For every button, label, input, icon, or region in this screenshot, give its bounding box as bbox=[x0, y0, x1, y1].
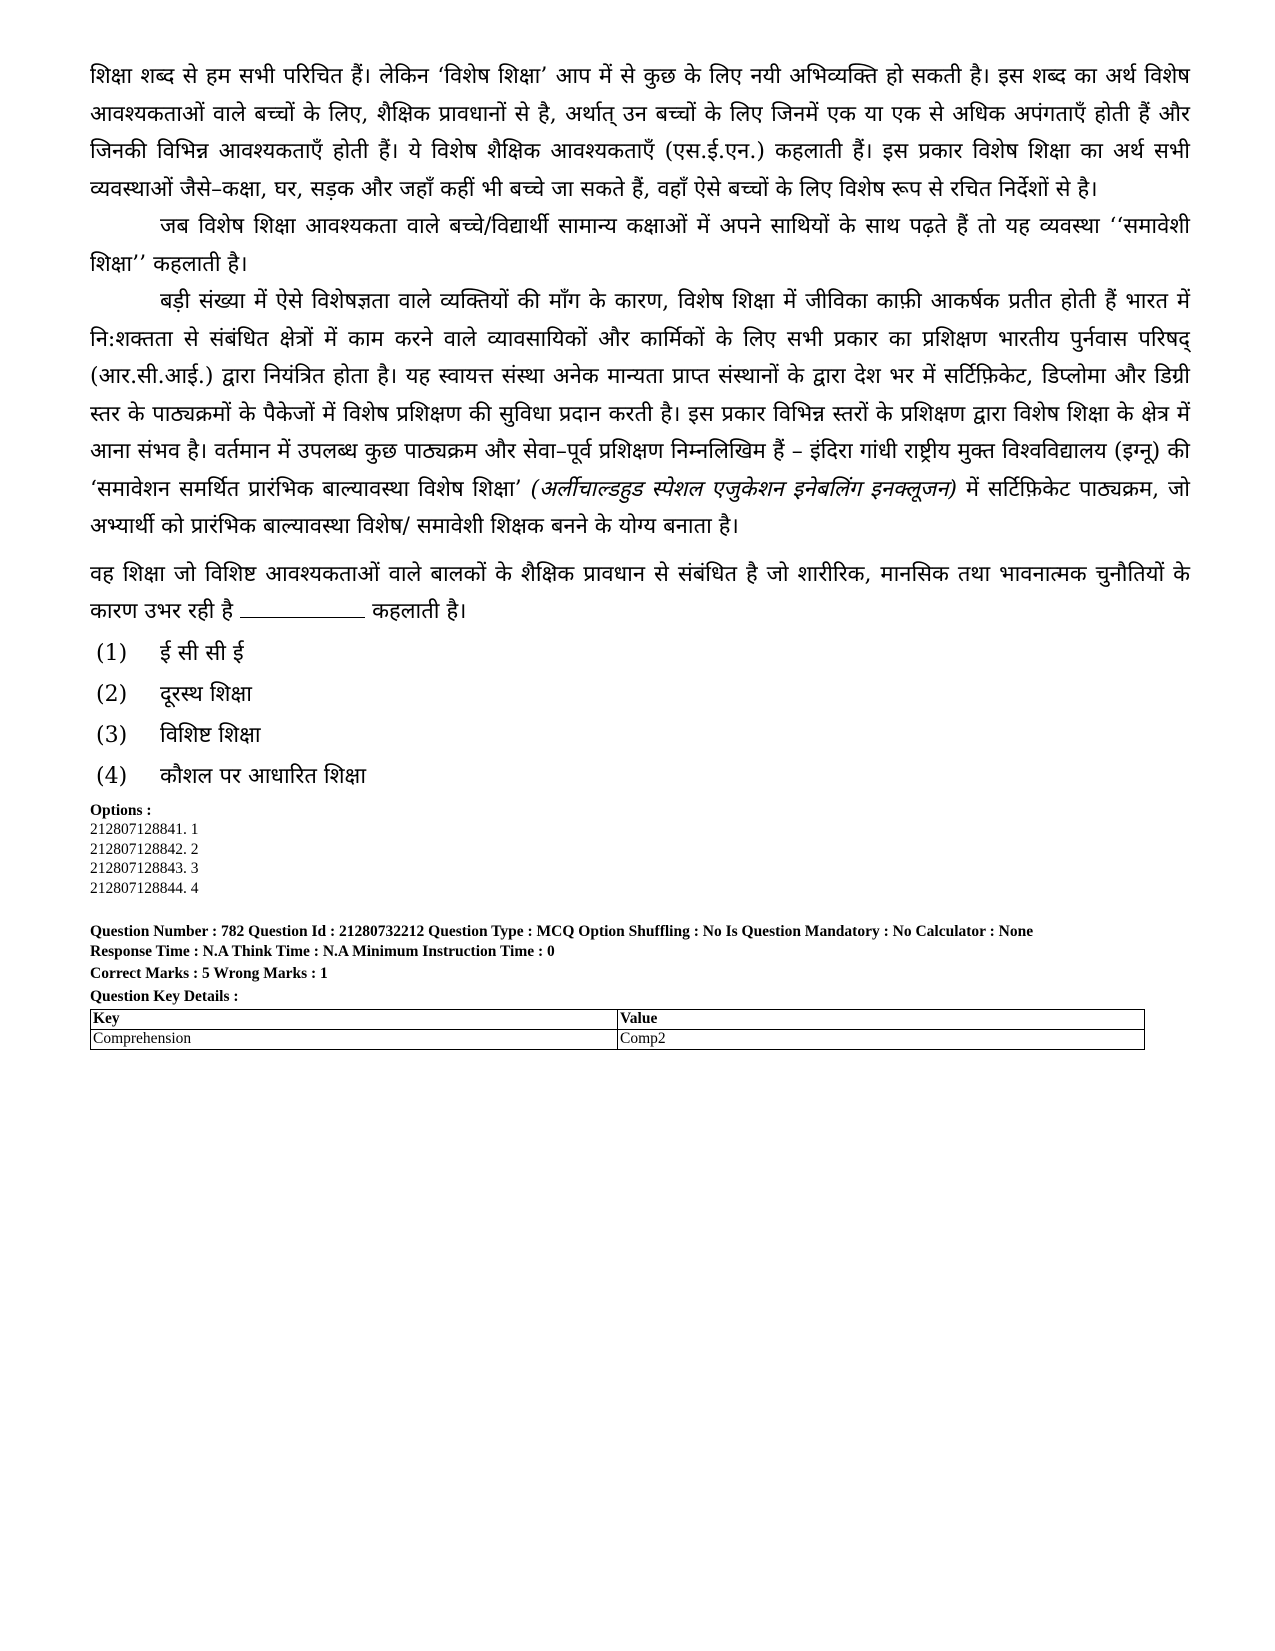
table-header-row bbox=[91, 1010, 1145, 1030]
choice-number: (3) bbox=[96, 722, 128, 748]
answer-choice bbox=[90, 674, 1190, 715]
answer-choice bbox=[90, 633, 1190, 674]
document-page bbox=[90, 58, 1190, 1050]
option-id: 212807128843. 3 bbox=[90, 860, 199, 877]
key-details-label: Question Key Details : bbox=[90, 987, 239, 1005]
choice-number: (4) bbox=[96, 763, 128, 789]
question-info-line-1: Question Number : 782 Question Id : 21280732212 Question Type : MCQ Option Shuffling : No Is Question Mandatory : No Calculator : None bbox=[90, 923, 1034, 940]
passage-paragraph-1: शिक्षा शब्द से हम सभी परिचित हैं। लेकिन ‘विशेष शिक्षा’ आप में से कुछ के लिए नयी अभिव्यक्ति हो सकती है। इस शब्द का अर्थ विशेष आवश्यकताओं वाले बच्चों के लिए, शैक्षिक प्रावधानों से है, अर्थात् उन बच्चों के लिए जिनमें एक या एक से अधिक अपंगताएँ होती हैं और जिनकी विभिन्न आवश्यकताएँ होती हैं। ये विशेष शैक्षिक आवश्यकताएँ (एस.ई.एन.) कहलाती हैं। इस प्रकार विशेष शिक्षा का अर्थ सभी व्यवस्थाओं जैसे–कक्षा, घर, सड़क और जहाँ कहीं भी बच्चे जा सकते हैं, वहाँ ऐसे बच्चों के लिए विशेष रूप से रचित निर्देशों से है। bbox=[90, 64, 1190, 202]
marks-info: Correct Marks : 5 Wrong Marks : 1 bbox=[90, 965, 328, 982]
question-blank bbox=[240, 599, 365, 618]
question-info-line-2: Response Time : N.A Think Time : N.A Minimum Instruction Time : 0 bbox=[90, 942, 555, 960]
table-cell-key: Comprehension bbox=[91, 1030, 618, 1050]
answer-choice bbox=[90, 756, 1190, 797]
column-header-key: Key bbox=[91, 1010, 618, 1030]
option-id: 212807128842. 2 bbox=[90, 840, 199, 858]
key-details-table bbox=[90, 1009, 1145, 1050]
question-info bbox=[90, 922, 1190, 1006]
table-row bbox=[91, 1030, 1145, 1050]
choice-text: दूरस्थ शिक्षा bbox=[160, 681, 252, 707]
options-list bbox=[90, 801, 1190, 899]
passage-paragraph-3-end: में सर्टिफ़िकेट पाठ्यक्रम, जो अभ्यार्थी को प्रारंभिक बाल्यावस्था विशेष/ समावेशी शिक्षक बनने के योग्य बनाता है। bbox=[90, 476, 1191, 539]
question-text bbox=[90, 556, 1190, 631]
choice-text: कौशल पर आधारित शिक्षा bbox=[160, 763, 367, 789]
choice-text: विशिष्ट शिक्षा bbox=[160, 722, 261, 748]
table-cell-value: Comp2 bbox=[618, 1030, 1145, 1050]
choice-number: (1) bbox=[96, 640, 128, 666]
answer-choices bbox=[90, 633, 1190, 797]
passage-paragraph-3-italic: (अर्लीचाल्डहुड स्पेशल एजुकेशन इनेबलिंग इनक्लूजन) bbox=[530, 476, 957, 502]
choice-text: ई सी सी ई bbox=[160, 640, 244, 666]
passage-paragraph-3-main: बड़ी संख्या में ऐसे विशेषज्ञता वाले व्यक्तियों की माँग के कारण, विशेष शिक्षा में जीविका काफ़ी आकर्षक प्रतीत होती हैं भारत में नि:शक्तता से संबंधित क्षेत्रों में काम करने वाले व्यावसायिकों और कार्मिकों के लिए सभी प्रकार का प्रशिक्षण भारतीय पुर्नवास परिषद् (आर.सी.आई.) द्वारा नियंत्रित होता है। यह स्वायत्त संस्था अनेक मान्यता प्राप्त संस्थानों के द्वारा देश भर में सर्टिफ़िकेट, डिप्लोमा और डिग्री स्तर के पाठ्यक्रमों के पैकेजों में विशेष प्रशिक्षण की सुविधा प्रदान करती है। इस प्रकार विभिन्न स्तरों के प्रशिक्षण द्वारा विशेष शिक्षा के क्षेत्र में आना संभव है। वर्तमान में उपलब्ध कुछ पाठ्यक्रम और सेवा–पूर्व प्रशिक्षण निम्नलिखिम हैं – इंदिरा गांधी राष्ट्रीय मुक्त विश्वविद्यालय (इग्नू) की ‘समावेशन समर्थित प्रारंभिक बाल्यावस्था विशेष शिक्षा’ bbox=[90, 289, 1190, 502]
question-text-before: वह शिक्षा जो विशिष्ट आवश्यकताओं वाले बालकों के शैक्षिक प्रावधान से संबंधित है जो शारीरिक, मानसिक तथा भावनात्मक चुनौतियों के कारण उभर रही है bbox=[90, 561, 1190, 624]
question-text-after: कहलाती है। bbox=[372, 599, 467, 624]
column-header-value: Value bbox=[618, 1010, 1145, 1030]
option-id: 212807128841. 1 bbox=[90, 821, 199, 838]
option-id: 212807128844. 4 bbox=[90, 879, 199, 897]
passage-paragraph-3 bbox=[90, 283, 1190, 546]
options-label: Options : bbox=[90, 801, 152, 819]
passage-paragraph-2: जब विशेष शिक्षा आवश्यकता वाले बच्चे/विद्यार्थी सामान्य कक्षाओं में अपने साथियों के साथ पढ़ते हैं तो यह व्यवस्था ‘‘समावेशी शिक्षा’’ कहलाती है। bbox=[90, 214, 1190, 277]
choice-number: (2) bbox=[96, 681, 128, 707]
answer-choice bbox=[90, 715, 1190, 756]
